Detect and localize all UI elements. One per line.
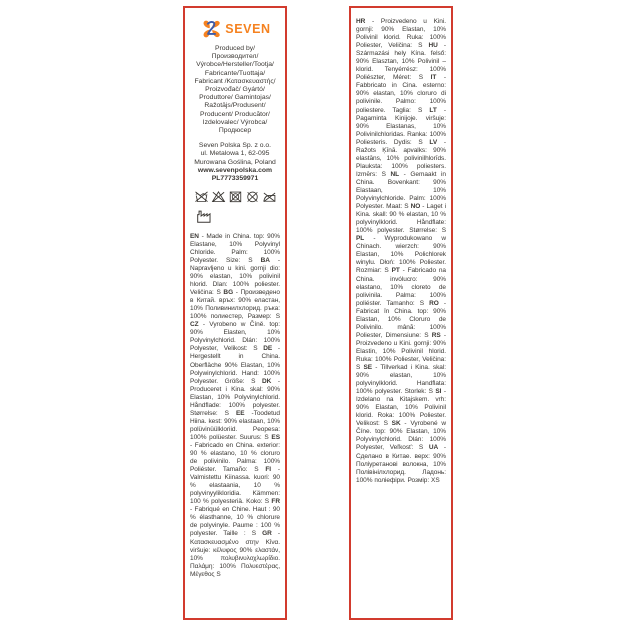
- text-line: Izdelovalec/ Výrobca/: [202, 118, 268, 126]
- text-line: Производител/: [211, 53, 259, 61]
- text-line: Fabricant /Κατασκευαστής/: [194, 77, 276, 85]
- text-line: Ražotājs/Produsent/: [204, 102, 266, 110]
- brand-name: SEVEN: [225, 21, 271, 36]
- producer-multilingual-block: [190, 45, 280, 135]
- company-address-block: [190, 142, 280, 183]
- composition-text-left: EN - Made in China. top: 90% Elastane, 10% Polyvinyl Chloride. Palm: 100% Polyester. Size: S BA - Napravljeno u kini. gornji dio: 90% elastan, 10% polivinil hlorid. Dlan: 100% poliester. Veličina: S BG - Произведено в Китай. връх: 90% еластан, 10% Поливинилхлорид. ръка: 100% полиестер, Размер: S CZ - Vyrobeno w Číně. top: 90% Elasten, 10% Polyvinylchlorid. Dlán: 100% Polyester, Velikost: S DE - Hergestellt in China. Oberfläche 90% Elastan, 10% Polywinylchlorid. Hand: 100% Polyester. Größe: S DK - Produceret i Kina. skal: 90% Elastan, 10% Polyvinylchlorid. Håndflade: 100% polyester. Størrelse: S EE -Toodetud Hiina. kest: 90% elastaan, 10% polüvinüülkloriid. Peopesa: 100% polüester. Suurus: S ES - Fabricado en China. exterior: 90 % elastano, 10 % cloruro de polivinilo. Palma: 100% Poliéster. Tamaño: S FI - Valmistettu Kiinassa. kuori: 90 % elastaania, 10 % polyvinyylikloridia. Kämmen: 100 % polyesteriä. Koko: S FR - Fabriqué en Chine. Haut : 90 % élasthanne, 10 % chlorure de polyvinyle. Paume : 100 % polyester. Taille : S GR - Κατασκευασμένο στην Κίνα. viršuje: κέλυφος 90% ελαστάν, 10% πολυβινυλοχλωρίδιο. Παλάμη: 100% Πολυεστέρας, Μέγεθος S: [190, 232, 280, 578]
- text-line: Výrobce/Hersteller/Tootja/: [196, 61, 274, 69]
- language-code: BA: [260, 256, 270, 264]
- language-code: HR: [356, 18, 366, 25]
- language-code: RS: [431, 331, 441, 339]
- text-line: Produttore/ Gamintojas/: [199, 94, 271, 102]
- composition-text-right: HR - Proizvedeno u Kini. gornji: 90% Elastan, 10% Polivinil klorid. Ruka: 100% Poliester, Veličina: S HU - Származási hely Kína. felső: 90% Elasztan, 10% Polivinil – klorid. Tenyérrész: 100% Poliészter, Méret: S IT - Fabbricato in Cina. esterno: 90% elastan, 10% cloruro di polivinile. Palmo: 100% poliestere. Taglia: S LT - Pagaminta Kinijoje. viršuje: 90% Elastanas, 10% Polivinilchloridas. Ranka: 100% Poliesteris. Dydis: S LV - Ražots Ķīnā. apvalks: 90% elastāns, 10% polivinilhlorīds. Plauksta: 100% poliesters. Izmērs: S NL - Gemaakt in China. Bovenkant: 90% Elastaan, 10% Polyvinylchloride. Palm: 100% Polyester. Maat: S NO - Laget i Kina. skall: 90 % elastan, 10 % polyvinylklorid. Håndflate: 100% polyester. Størrelse: S PL - Wyprodukowano w Chinach. wierzch: 90% Elastan, 10% Polichlorek winylu. Dłoń: 100% Poliester. Rozmiar: S PT - Fabricado na China. invólucro: 90% elastano, 10% cloreto de polivinila. Palma: 100% poliéster. Tamanho: S RO - Fabricat în China. top: 90% Elastan, 10% Cloruro de Polivinilo. mână: 100% Poliester, Dimensiune: S RS - Proizvedeno u Kini. gornji: 90% Elastin, 10% Polivinil hlorid. Ruka: 100% Poliester, Veličina: S SE - Tillverkad i Kina. skal: 90% elastan, 10% polyvinylklorid. Handflata: 100% polyester. Storlek: S SI - Izdelano na Kitajskem. vrh: 90% Elastan, 10% Polivinil klorid. Roka: 100% Poliester. Velikost: S SK - Vyrobené w Číne. top: 90% Elastan, 10% Polyvinylchlorid. Dlán: 100% Polyester, Veľkosť: S UA - Сделано в Китае. верх: 90% Поліуретанові волокна, 10% Полівінілхлорид. Ладонь: 100% поліефіри. Розмір: XS: [356, 18, 446, 484]
- language-code: ES: [271, 433, 280, 441]
- seven-logo: [199, 18, 270, 40]
- text-line: Produced by/: [214, 45, 256, 52]
- language-code: IT: [430, 74, 437, 82]
- language-code: SE: [363, 364, 373, 372]
- language-code: GR: [262, 530, 272, 538]
- language-code: LV: [429, 138, 438, 146]
- language-code: FR: [271, 498, 280, 506]
- language-code: SK: [391, 420, 401, 428]
- language-code: FI: [265, 466, 272, 474]
- left-label-panel: [183, 6, 287, 620]
- manufacturer-factory-icon: [194, 207, 215, 224]
- text-line: Продюсер: [218, 127, 252, 135]
- care-symbols-row: [194, 190, 277, 204]
- seven-butterfly-icon: [199, 18, 223, 40]
- text-line: Murowana Goślina, Poland: [194, 158, 276, 166]
- do-not-dry-clean-icon: [245, 190, 260, 204]
- text-line: Proizvođač/ Gyártó/: [205, 86, 265, 94]
- language-code: HU: [428, 42, 438, 50]
- text-line: Fabricante/Tuottaja/: [204, 69, 266, 77]
- language-code: DE: [263, 345, 273, 353]
- language-code: EE: [235, 409, 245, 417]
- language-code: EN: [190, 232, 199, 240]
- language-code: LT: [429, 106, 437, 114]
- do-not-tumble-dry-icon: [228, 190, 243, 204]
- text-line: Seven Polska Sp. z o.o.: [198, 142, 272, 150]
- language-code: BG: [223, 289, 234, 297]
- language-code: NL: [390, 170, 400, 178]
- language-code: UA: [428, 444, 439, 452]
- language-code: CZ: [190, 321, 199, 329]
- text-line: ul. Metalowa 1, 62-095: [200, 150, 270, 158]
- do-not-wash-icon: [194, 190, 209, 204]
- text-line: www.sevenpolska.com: [197, 166, 273, 174]
- text-line: Producent/ Producător/: [200, 110, 270, 118]
- text-line: PL7773359971: [211, 175, 259, 183]
- language-code: NO: [410, 203, 421, 211]
- right-label-panel: [349, 6, 453, 620]
- language-code: DK: [262, 377, 272, 385]
- do-not-bleach-icon: [211, 190, 226, 204]
- care-symbols-block: [194, 190, 277, 224]
- language-code: SI: [435, 388, 442, 396]
- do-not-iron-icon: [262, 190, 277, 204]
- language-code: PL: [356, 235, 365, 243]
- language-code: RO: [429, 299, 439, 307]
- language-code: PT: [391, 267, 400, 275]
